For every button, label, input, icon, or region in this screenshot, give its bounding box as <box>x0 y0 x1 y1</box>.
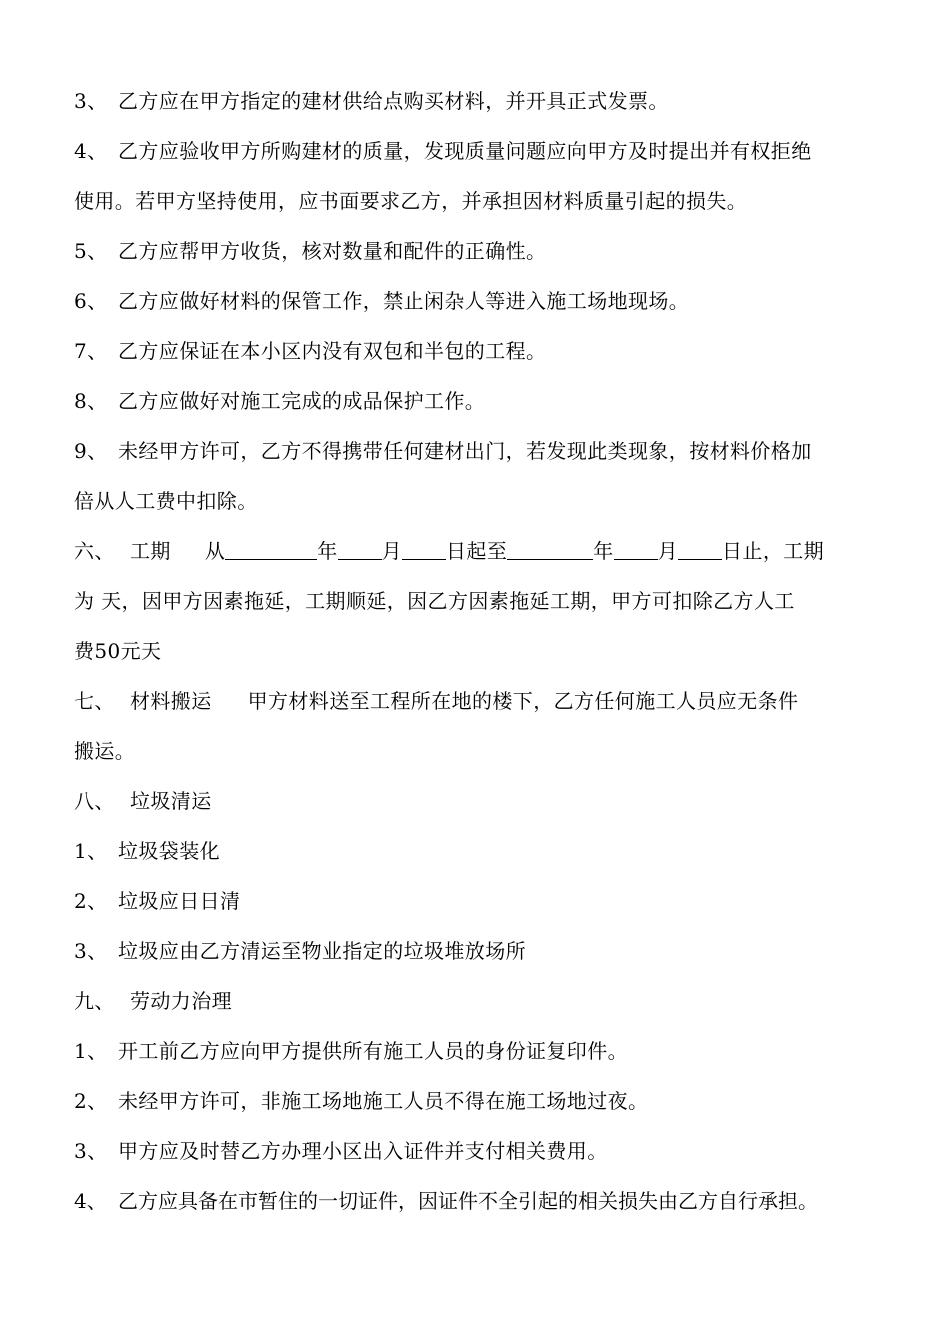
item-text: 使用。若甲方坚持使用，应书面要求乙方，并承担因材料质量引起的损失。 <box>74 189 748 213</box>
end-year-blank <box>507 539 593 560</box>
year-label: 年 <box>593 539 614 563</box>
paragraph-line <box>74 586 894 616</box>
list-item <box>74 1086 894 1116</box>
section-number: 七、 <box>74 689 115 713</box>
item-number: 4、 <box>74 139 108 163</box>
start-year-blank <box>225 539 317 560</box>
item-number: 8、 <box>74 389 108 413</box>
list-item <box>74 436 894 466</box>
item-text: 垃圾应由乙方清运至物业指定的垃圾堆放场所 <box>118 939 526 963</box>
section-heading-material-transport <box>74 686 894 716</box>
section-title: 材料搬运 <box>130 689 212 713</box>
item-text: 开工前乙方应向甲方提供所有施工人员的身份证复印件。 <box>118 1039 628 1063</box>
list-item <box>74 1186 894 1216</box>
item-number: 2、 <box>74 1089 108 1113</box>
list-item <box>74 386 894 416</box>
list-item-continuation <box>74 186 894 216</box>
section-text: 费50元天 <box>74 639 162 663</box>
start-day-blank <box>402 539 446 560</box>
list-item <box>74 236 894 266</box>
list-item <box>74 286 894 316</box>
month-label: 月 <box>381 539 403 563</box>
item-number: 1、 <box>74 1039 108 1063</box>
list-item <box>74 936 894 966</box>
item-number: 7、 <box>74 339 108 363</box>
section-heading-schedule <box>74 536 894 566</box>
section-text: 搬运。 <box>74 739 136 763</box>
list-item <box>74 86 894 116</box>
list-item <box>74 336 894 366</box>
year-label: 年 <box>317 539 338 563</box>
section-text: 甲方材料送至工程所在地的楼下，乙方任何施工人员应无条件 <box>247 689 799 713</box>
month-label: 月 <box>657 539 679 563</box>
from-label: 从 <box>204 539 226 563</box>
section-title: 劳动力治理 <box>130 989 232 1013</box>
item-number: 6、 <box>74 289 108 313</box>
item-text: 乙方应验收甲方所购建材的质量，发现质量问题应向甲方及时提出并有权拒绝 <box>118 139 812 163</box>
item-number: 1、 <box>74 839 108 863</box>
item-text: 倍从人工费中扣除。 <box>74 489 258 513</box>
item-number: 5、 <box>74 239 108 263</box>
list-item <box>74 836 894 866</box>
section-title: 工期 <box>130 539 171 563</box>
end-month-blank <box>614 539 658 560</box>
item-number: 3、 <box>74 89 108 113</box>
section-heading-waste-removal <box>74 786 894 816</box>
item-text: 乙方应做好材料的保管工作，禁止闲杂人等进入施工场地现场。 <box>118 289 690 313</box>
item-text: 乙方应具备在市暂住的一切证件，因证件不全引起的相关损失由乙方自行承担。 <box>118 1189 818 1213</box>
list-item <box>74 1036 894 1066</box>
section-heading-labor-management <box>74 986 894 1016</box>
item-number: 3、 <box>74 1139 108 1163</box>
section-number: 八、 <box>74 789 115 813</box>
section-text: 为 天，因甲方因素拖延，工期顺延，因乙方因素拖延工期，甲方可扣除乙方人工 <box>74 589 795 613</box>
item-text: 垃圾应日日清 <box>118 889 241 913</box>
item-number: 2、 <box>74 889 108 913</box>
item-text: 乙方应在甲方指定的建材供给点购买材料，并开具正式发票。 <box>118 89 669 113</box>
item-text: 乙方应做好对施工完成的成品保护工作。 <box>118 389 486 413</box>
list-item <box>74 1136 894 1166</box>
section-number: 九、 <box>74 989 115 1013</box>
item-text: 未经甲方许可，非施工场地施工人员不得在施工场地过夜。 <box>118 1089 649 1113</box>
start-month-blank <box>338 539 382 560</box>
item-number: 3、 <box>74 939 108 963</box>
day-end-label: 日止，工期 <box>722 539 825 563</box>
item-number: 9、 <box>74 439 108 463</box>
paragraph-line <box>74 636 894 666</box>
item-text: 乙方应保证在本小区内没有双包和半包的工程。 <box>118 339 547 363</box>
item-number: 4、 <box>74 1189 107 1213</box>
section-title: 垃圾清运 <box>130 789 212 813</box>
day-start-label: 日起至 <box>446 539 508 563</box>
item-text: 未经甲方许可，乙方不得携带任何建材出门，若发现此类现象，按材料价格加 <box>118 439 812 463</box>
paragraph-line <box>74 736 894 766</box>
item-text: 甲方应及时替乙方办理小区出入证件并支付相关费用。 <box>118 1139 608 1163</box>
list-item <box>74 136 894 166</box>
item-text: 乙方应帮甲方收货，核对数量和配件的正确性。 <box>118 239 547 263</box>
list-item <box>74 886 894 916</box>
end-day-blank <box>678 539 722 560</box>
item-text: 垃圾袋装化 <box>118 839 220 863</box>
list-item-continuation <box>74 486 894 516</box>
section-number: 六、 <box>74 539 115 563</box>
